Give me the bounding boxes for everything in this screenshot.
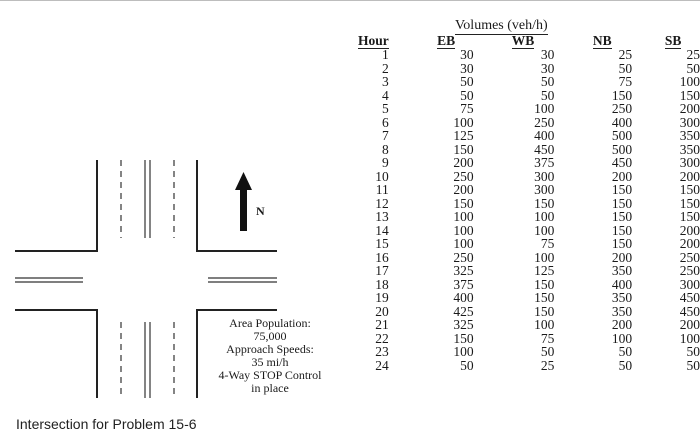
table-row bbox=[358, 156, 700, 170]
cell-eb: 100 bbox=[453, 209, 474, 224]
cell-wb: 250 bbox=[534, 114, 555, 130]
header-nb: NB bbox=[592, 33, 612, 48]
cell-eb: 50 bbox=[460, 357, 474, 373]
cell-eb: 250 bbox=[453, 249, 474, 265]
cell-sb: 200 bbox=[679, 236, 700, 251]
cell-nb: 200 bbox=[611, 168, 633, 184]
cell-sb: 250 bbox=[679, 249, 700, 265]
cell-nb: 350 bbox=[611, 290, 633, 305]
cell-nb: 50 bbox=[618, 357, 633, 373]
north-label: N bbox=[256, 204, 265, 218]
cell-hour: 3 bbox=[382, 74, 389, 89]
cell-sb: 300 bbox=[679, 114, 700, 130]
cell-nb: 25 bbox=[618, 47, 633, 62]
cell-wb: 50 bbox=[540, 87, 555, 103]
cell-sb: 25 bbox=[686, 47, 700, 62]
cell-eb: 100 bbox=[453, 114, 474, 130]
table-row bbox=[358, 48, 700, 62]
figure-caption: Intersection for Problem 15-6 bbox=[16, 416, 197, 432]
table-row bbox=[358, 237, 700, 251]
cell-eb: 375 bbox=[453, 276, 474, 292]
table-row bbox=[358, 359, 700, 373]
cell-sb: 150 bbox=[679, 195, 700, 211]
cell-eb: 100 bbox=[453, 222, 474, 238]
cell-wb: 75 bbox=[540, 236, 555, 251]
table-row bbox=[358, 89, 700, 103]
table-row bbox=[358, 224, 700, 238]
cell-nb: 150 bbox=[611, 182, 633, 197]
table-row bbox=[358, 62, 700, 76]
cell-sb: 100 bbox=[679, 330, 700, 346]
table-row bbox=[358, 183, 700, 197]
cell-eb: 50 bbox=[460, 87, 474, 103]
table-row bbox=[358, 170, 700, 184]
cell-nb: 400 bbox=[611, 276, 633, 292]
cell-wb: 50 bbox=[540, 344, 555, 359]
cell-eb: 150 bbox=[453, 141, 474, 157]
header-hour: Hour bbox=[358, 33, 389, 48]
cell-wb: 150 bbox=[534, 195, 555, 211]
cell-eb: 30 bbox=[460, 47, 474, 62]
header-eb: EB bbox=[437, 33, 456, 48]
cell-eb: 325 bbox=[453, 263, 474, 278]
cell-eb: 150 bbox=[453, 195, 474, 211]
cell-nb: 150 bbox=[611, 236, 633, 251]
cell-hour: 13 bbox=[375, 209, 389, 224]
cell-sb: 50 bbox=[686, 357, 700, 373]
cell-nb: 500 bbox=[611, 141, 633, 157]
annotation-line: Approach Speeds: bbox=[226, 342, 314, 356]
cell-eb: 100 bbox=[453, 344, 474, 359]
cell-nb: 250 bbox=[611, 101, 633, 116]
curb-sw bbox=[15, 310, 97, 398]
cell-wb: 450 bbox=[534, 141, 555, 157]
cell-hour: 10 bbox=[375, 168, 389, 184]
cell-sb: 250 bbox=[679, 263, 700, 278]
north-arrow-head bbox=[235, 172, 252, 190]
cell-wb: 300 bbox=[534, 182, 555, 197]
table-header-row bbox=[358, 33, 700, 48]
cell-hour: 15 bbox=[375, 236, 389, 251]
cell-sb: 300 bbox=[679, 155, 700, 170]
cell-sb: 200 bbox=[679, 101, 700, 116]
cell-eb: 325 bbox=[453, 317, 474, 332]
cell-hour: 5 bbox=[382, 101, 389, 116]
cell-wb: 300 bbox=[534, 168, 555, 184]
cell-hour: 20 bbox=[375, 303, 389, 319]
cell-nb: 150 bbox=[611, 222, 633, 238]
cell-sb: 350 bbox=[679, 128, 700, 143]
cell-wb: 400 bbox=[534, 128, 555, 143]
table-row bbox=[358, 143, 700, 157]
annotation-line: 35 mi/h bbox=[251, 355, 289, 369]
cell-hour: 8 bbox=[382, 141, 389, 157]
table-row bbox=[358, 264, 700, 278]
table-row bbox=[358, 129, 700, 143]
cell-hour: 24 bbox=[375, 357, 389, 373]
cell-eb: 30 bbox=[460, 60, 474, 76]
cell-nb: 150 bbox=[611, 87, 633, 103]
site-annotation bbox=[205, 317, 335, 395]
header-sb: SB bbox=[664, 33, 682, 48]
annotation-line: Area Population: bbox=[229, 316, 311, 330]
annotation-line: 75,000 bbox=[253, 329, 287, 343]
table-row bbox=[358, 102, 700, 116]
cell-nb: 200 bbox=[611, 249, 633, 265]
annotation-line: in place bbox=[251, 381, 289, 395]
cell-nb: 400 bbox=[611, 114, 633, 130]
cell-wb: 30 bbox=[540, 47, 555, 62]
cell-hour: 11 bbox=[375, 182, 389, 197]
cell-wb: 100 bbox=[534, 222, 555, 238]
cell-sb: 450 bbox=[679, 303, 700, 319]
cell-wb: 150 bbox=[534, 276, 555, 292]
cell-hour: 4 bbox=[382, 87, 389, 103]
cell-sb: 50 bbox=[686, 60, 700, 76]
cell-nb: 450 bbox=[611, 155, 633, 170]
cell-wb: 150 bbox=[534, 303, 555, 319]
cell-nb: 350 bbox=[611, 263, 633, 278]
table-row bbox=[358, 278, 700, 292]
table-row bbox=[358, 332, 700, 346]
cell-hour: 17 bbox=[375, 263, 389, 278]
cell-sb: 200 bbox=[679, 222, 700, 238]
cell-eb: 50 bbox=[460, 74, 474, 89]
cell-hour: 18 bbox=[375, 276, 389, 292]
header-wb: WB bbox=[511, 33, 535, 48]
cell-eb: 425 bbox=[453, 303, 474, 319]
table-row bbox=[358, 345, 700, 359]
cell-sb: 200 bbox=[679, 168, 700, 184]
cell-hour: 21 bbox=[375, 317, 389, 332]
volumes-table bbox=[358, 33, 700, 372]
cell-hour: 6 bbox=[382, 114, 389, 130]
cell-hour: 22 bbox=[375, 330, 389, 346]
cell-wb: 50 bbox=[540, 74, 555, 89]
north-arrow-shaft bbox=[240, 188, 247, 231]
cell-eb: 75 bbox=[460, 101, 474, 116]
cell-eb: 150 bbox=[453, 330, 474, 346]
cell-hour: 23 bbox=[375, 344, 389, 359]
cell-wb: 100 bbox=[534, 249, 555, 265]
cell-nb: 100 bbox=[611, 330, 633, 346]
cell-sb: 350 bbox=[679, 141, 700, 157]
cell-eb: 400 bbox=[453, 290, 474, 305]
cell-wb: 150 bbox=[534, 290, 555, 305]
cell-wb: 100 bbox=[534, 209, 555, 224]
cell-hour: 7 bbox=[382, 128, 389, 143]
cell-nb: 500 bbox=[611, 128, 633, 143]
cell-sb: 150 bbox=[679, 182, 700, 197]
cell-wb: 375 bbox=[534, 155, 555, 170]
cell-hour: 1 bbox=[382, 47, 389, 62]
cell-nb: 75 bbox=[618, 74, 633, 89]
cell-eb: 125 bbox=[453, 128, 474, 143]
cell-wb: 125 bbox=[534, 263, 555, 278]
cell-wb: 75 bbox=[540, 330, 555, 346]
cell-wb: 100 bbox=[534, 101, 555, 116]
cell-nb: 50 bbox=[618, 344, 633, 359]
cell-sb: 100 bbox=[679, 74, 700, 89]
cell-hour: 12 bbox=[375, 195, 389, 211]
table-row bbox=[358, 116, 700, 130]
cell-eb: 200 bbox=[453, 155, 474, 170]
cell-nb: 200 bbox=[611, 317, 633, 332]
table-row bbox=[358, 318, 700, 332]
table-row bbox=[358, 210, 700, 224]
cell-wb: 25 bbox=[540, 357, 555, 373]
cell-eb: 100 bbox=[453, 236, 474, 251]
cell-nb: 50 bbox=[618, 60, 633, 76]
cell-hour: 16 bbox=[375, 249, 389, 265]
cell-hour: 9 bbox=[382, 155, 389, 170]
table-row bbox=[358, 305, 700, 319]
cell-wb: 100 bbox=[534, 317, 555, 332]
cell-wb: 30 bbox=[540, 60, 555, 76]
cell-nb: 350 bbox=[611, 303, 633, 319]
cell-nb: 150 bbox=[611, 195, 633, 211]
cell-hour: 14 bbox=[375, 222, 389, 238]
table-row bbox=[358, 75, 700, 89]
cell-hour: 2 bbox=[382, 60, 389, 76]
cell-sb: 150 bbox=[679, 87, 700, 103]
table-row bbox=[358, 251, 700, 265]
cell-sb: 150 bbox=[679, 209, 700, 224]
annotation-line: 4-Way STOP Control bbox=[218, 368, 322, 382]
cell-eb: 200 bbox=[453, 182, 474, 197]
table-row bbox=[358, 291, 700, 305]
cell-sb: 50 bbox=[686, 344, 700, 359]
curb-nw bbox=[15, 160, 97, 251]
cell-sb: 300 bbox=[679, 276, 700, 292]
volumes-table-title: Volumes (veh/h) bbox=[455, 18, 548, 33]
cell-sb: 450 bbox=[679, 290, 700, 305]
cell-nb: 150 bbox=[611, 209, 633, 224]
cell-sb: 200 bbox=[679, 317, 700, 332]
cell-hour: 19 bbox=[375, 290, 389, 305]
cell-eb: 250 bbox=[453, 168, 474, 184]
table-row bbox=[358, 197, 700, 211]
curb-ne bbox=[197, 160, 277, 251]
